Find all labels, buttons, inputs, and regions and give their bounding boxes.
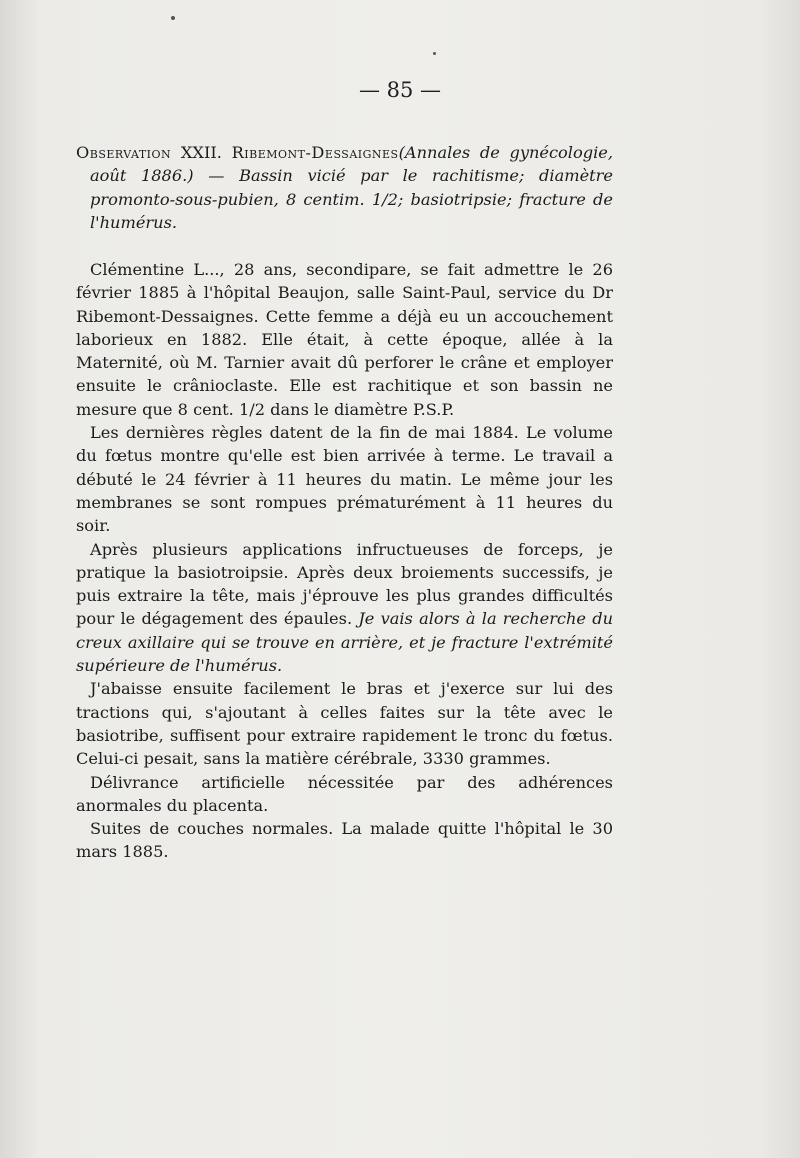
- paragraph-procedure: [76, 538, 613, 678]
- paragraph-procedure-text: Après plusieurs applications infructueuses de forceps, je pratique la basiotroipsie. Après deux broiements successifs, je puis extraire la tête, mais j'éprouve les plus grandes difficultés pour le dégagement des épaules.: [76, 539, 613, 629]
- observation-heading: [76, 141, 613, 234]
- paragraph-outcome: Suites de couches normales. La malade quitte l'hôpital le 30 mars 1885.: [76, 819, 613, 862]
- paragraph-procedure-italic: Je vais alors à la recherche du creux axillaire qui se trouve en arrière, et je fracture l'extrémité supérieure de l'humérus.: [76, 609, 613, 676]
- paragraph-delivery: Délivrance artificielle nécessitée par des adhérences anormales du placenta.: [76, 772, 613, 815]
- ink-speck: [171, 16, 175, 20]
- paragraph-labor: Les dernières règles datent de la fin de mai 1884. Le volume du fœtus montre qu'elle est bien arrivée à terme. Le travail a débuté le 24 février à 11 heures du matin. Le même jour les membranes se sont rompues prématurément à 11 heures du soir.: [76, 423, 613, 536]
- observation-author: Ribemont-Dessaignes: [231, 143, 399, 162]
- observation-title: [76, 141, 613, 234]
- paragraph-admission: Clémentine L..., 28 ans, secondipare, se fait admettre le 26 février 1885 à l'hôpital Beaujon, salle Saint-Paul, service du Dr Ribemont-Dessaignes. Cette femme a déjà eu un accouchement laborieux en 1882. Elle était, à cette époque, allée à la Maternité, où M. Tarnier avait dû perforer le crâne et employer ensuite le crânioclaste. Elle est rachitique et son bassin ne mesure que 8 cent. 1/2 dans le diamètre P.S.P.: [76, 260, 613, 419]
- ink-speck: [433, 52, 436, 55]
- observation-number: XXII.: [180, 143, 222, 162]
- observation-dash: —: [193, 166, 240, 186]
- paragraph-extraction: J'abaisse ensuite facilement le bras et j'exerce sur lui des tractions qui, s'ajoutant à celles faites sur la tête avec le basiotribe, suffisent pour extraire rapidement le tronc du fœtus. Celui-ci pesait, sans la matière cérébrale, 3330 grammes.: [76, 679, 613, 769]
- observation-body: [76, 258, 613, 864]
- page-number: — 85 —: [358, 78, 442, 102]
- observation-source: (Annales de gynécologie, août 1886.): [90, 143, 613, 186]
- observation-summary: Bassin vicié par le rachitisme; diamètre promonto-sous-pubien, 8 centim. 1/2; basiotripsie; fracture de l'humérus.: [90, 166, 613, 232]
- observation-label: Observation: [76, 143, 172, 162]
